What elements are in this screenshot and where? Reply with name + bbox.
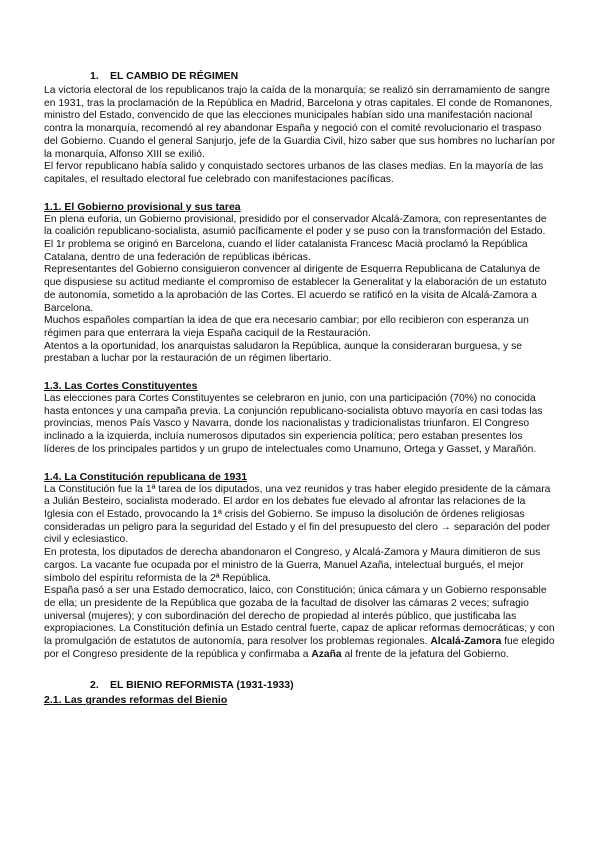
bold-name: Alcalá-Zamora [430, 636, 502, 648]
paragraph: El fervor republicano había salido y conquistado sectores urbanos de las clases medias. En la mayoría de las capitales, el resultado electoral fue celebrado con manifestaciones pacíficas. [44, 161, 544, 185]
paragraph: El 1r problema se originó en Barcelona, cuando el líder catalanista Francesc Macià proclamó la República Catalana, dentro de una federación de repúblicas ibéricas. [44, 239, 528, 263]
subsection-heading: 2.1. Las grandes reformas del Bienio [44, 694, 228, 707]
paragraph: Representantes del Gobierno consiguieron convencer al dirigente de Esquerra Republicana de Catalunya de que dispusiese su actitud mediante el compromiso de establecer la Generalitat y la elaboración de un estatuto de autonomía, sometido a la aprobación de las Cortes. El acuerdo se ratificó en la visita de Alcalá-Zamora a Barcelona. [44, 264, 547, 314]
document-page [44, 70, 556, 707]
subsection-heading: 1.4. La Constitución republicana de 1931 [44, 470, 248, 483]
paragraph: La Constitución fue la 1ª tarea de los diputados, una vez reunidos y tras haber elegido presidente de la cámara a Julián Besteiro, socialista moderado. El ardor en los debates fue elevado al afrontar las relaciones de la Iglesia con el Estado, provocando la 1ª crisis del Gobierno. Se impuso la disolución de órdenes religiosas consideradas un peligro para la seguridad del Estado y el fin del presupuesto del clero → separación del poder civil y eclesiastico. [44, 483, 551, 546]
paragraph: La victoria electoral de los republicanos trajo la caída de la monarquía; se realizó sin derramamiento de sangre en 1931, tras la proclamación de la República en Madrid, Barcelona y otras capitales. El conde de Romanones, ministro del Estado, convencido de que las elecciones municipales habían sido una manifestación nacional contra la monarquía, recomendó al rey abandonar España y negoció con el comité revolucionario el traspaso del Gobierno. Cuando el general Sanjurjo, jefe de la Guardia Civil, hizo saber que sus hombres no lucharían por la monarquía, Alfonso XIII se exilió. [44, 85, 556, 160]
section-title: EL CAMBIO DE RÉGIMEN [110, 70, 239, 82]
bold-name: Azaña [311, 648, 342, 660]
subsection-heading: 1.1. El Gobierno provisional y sus tarea [44, 200, 241, 213]
section-heading-2 [90, 679, 556, 692]
text-run: España pasó a ser una Estado democratico, laico, con Constitución; única cámara y un Gobierno responsable de ella; un presidente de la República que gozaba de la facultad de disolver las cámaras 2 veces; sufragio universal (mujeres); y con subordinación del derecho de propiedad al interés público, que justificaba las expropiaciones. La Constitución definía un Estado central fuerte, capaz de aplicar reformas democráticas; y con la promulgación de estatutos de autonomía, para resolver los problemas regionales. [44, 585, 555, 648]
subsection-heading: 1.3. Las Cortes Constituyentes [44, 380, 198, 393]
paragraph: En plena euforia, un Gobierno provisional, presidido por el conservador Alcalá-Zamora, con representantes de la coalición republicano-socialista, asumió pacíficamente el poder y se puso con la transformación del Estado. [44, 213, 547, 238]
paragraph: Muchos españoles compartían la idea de que era necesario cambiar; por ello recibieron con esperanza un régimen para que enterrara la vieja España caciquil de la Restauración. [44, 315, 529, 339]
paragraph [44, 585, 556, 661]
section-title: EL BIENIO REFORMISTA (1931-1933) [110, 679, 294, 692]
section-number: 2. [90, 679, 99, 692]
paragraph: Atentos a la oportunidad, los anarquistas saludaron la República, aunque la consideraran burguesa, y se prestaban a luchar por la restauración de un régimen libertario. [44, 340, 522, 365]
paragraph: Las elecciones para Cortes Constituyentes se celebraron en junio, con una participación (70%) no conocida hasta entonces y una campaña previa. La conjunción republicano-socialista obtuvo mayoría en casi todas las provincias, menos País Vasco y Navarra, donde los nacionalistas y tradicionalistas triunfaron. El Congreso inclinado a la izquierda, incluía numerosos diputados sin experiencia política; pero estaban presentes los líderes de los principales partidos y un grupo de intelectuales como Unamuno, Ortega y Gasset, y Marañón. [44, 393, 543, 455]
text-run: fue elegido por el Congreso presidente de la república y confirmaba a [44, 636, 555, 660]
paragraph: En protesta, los diputados de derecha abandonaron el Congreso, y Alcalá-Zamora y Maura dimitieron de sus cargos. La vacante fue ocupada por el ministro de la Guerra, Manuel Azaña, intelectual burgués, el mejor símbolo del espíritu reformista de la 2ª República. [44, 547, 541, 584]
section-number: 1. [90, 70, 99, 82]
text-run: al frente de la jefatura del Gobierno. [341, 648, 509, 660]
section-heading-1 [90, 70, 556, 83]
